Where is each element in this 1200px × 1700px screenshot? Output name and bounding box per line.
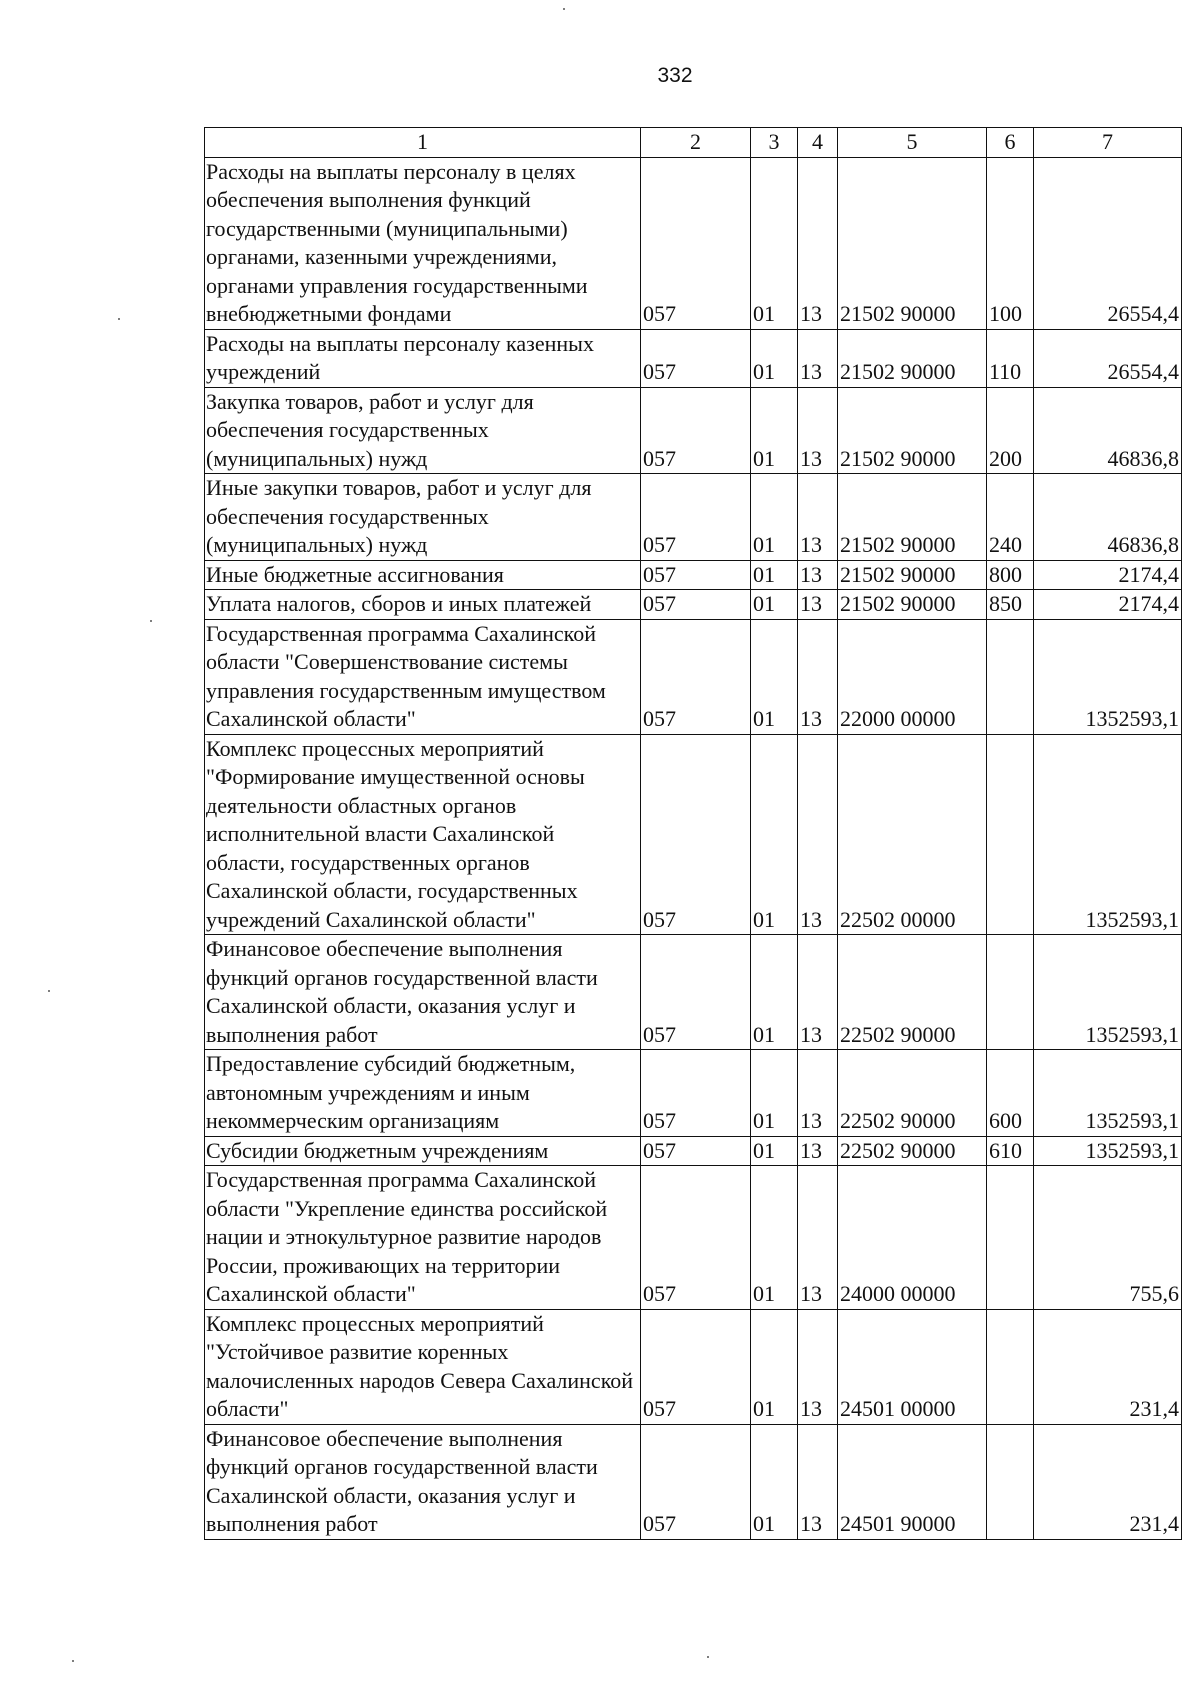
cell-expense-type: 240 <box>987 474 1034 561</box>
cell-expense-type: 200 <box>987 387 1034 474</box>
cell-description: Расходы на выплаты персоналу казенных учреждений <box>205 329 641 387</box>
cell-section: 01 <box>751 1309 798 1424</box>
cell-expense-type: 610 <box>987 1136 1034 1166</box>
cell-subsection: 13 <box>798 560 838 590</box>
cell-amount: 26554,4 <box>1034 329 1182 387</box>
cell-admin-code: 057 <box>641 935 751 1050</box>
cell-admin-code: 057 <box>641 1166 751 1310</box>
table-body <box>205 157 1182 1539</box>
cell-description: Субсидии бюджетным учреждениям <box>205 1136 641 1166</box>
scan-speck <box>150 620 152 622</box>
cell-admin-code: 057 <box>641 619 751 734</box>
table-row <box>205 329 1182 387</box>
cell-amount: 2174,4 <box>1034 560 1182 590</box>
cell-section: 01 <box>751 1424 798 1539</box>
table-row <box>205 734 1182 935</box>
cell-subsection: 13 <box>798 590 838 620</box>
cell-expense-type <box>987 1424 1034 1539</box>
cell-amount: 46836,8 <box>1034 387 1182 474</box>
cell-amount: 1352593,1 <box>1034 935 1182 1050</box>
cell-section: 01 <box>751 329 798 387</box>
table-row <box>205 1136 1182 1166</box>
table-row <box>205 1050 1182 1137</box>
cell-admin-code: 057 <box>641 387 751 474</box>
cell-admin-code: 057 <box>641 734 751 935</box>
table-row <box>205 590 1182 620</box>
cell-section: 01 <box>751 387 798 474</box>
cell-expense-type <box>987 935 1034 1050</box>
cell-target-article: 24501 90000 <box>838 1424 987 1539</box>
cell-description: Комплекс процессных мероприятий "Формирование имущественной основы деятельности областных органов исполнительной власти Сахалинской области, государственных органов Сахалинской области, государственных учреждений Сахалинской области" <box>205 734 641 935</box>
cell-target-article: 21502 90000 <box>838 329 987 387</box>
scan-speck <box>707 1656 709 1658</box>
table-row <box>205 1166 1182 1310</box>
cell-target-article: 21502 90000 <box>838 590 987 620</box>
cell-description: Закупка товаров, работ и услуг для обеспечения государственных (муниципальных) нужд <box>205 387 641 474</box>
budget-table <box>204 127 1182 1540</box>
cell-amount: 1352593,1 <box>1034 619 1182 734</box>
cell-admin-code: 057 <box>641 1136 751 1166</box>
cell-target-article: 22502 90000 <box>838 935 987 1050</box>
cell-expense-type: 100 <box>987 157 1034 329</box>
cell-admin-code: 057 <box>641 157 751 329</box>
table-row <box>205 157 1182 329</box>
header-col-3: 3 <box>751 128 798 158</box>
table-row <box>205 560 1182 590</box>
cell-description: Иные закупки товаров, работ и услуг для обеспечения государственных (муниципальных) нужд <box>205 474 641 561</box>
header-col-7: 7 <box>1034 128 1182 158</box>
cell-subsection: 13 <box>798 935 838 1050</box>
header-col-6: 6 <box>987 128 1034 158</box>
cell-target-article: 21502 90000 <box>838 560 987 590</box>
cell-subsection: 13 <box>798 387 838 474</box>
cell-admin-code: 057 <box>641 1309 751 1424</box>
cell-expense-type <box>987 734 1034 935</box>
cell-admin-code: 057 <box>641 590 751 620</box>
cell-subsection: 13 <box>798 1166 838 1310</box>
table-row <box>205 1424 1182 1539</box>
cell-description: Комплекс процессных мероприятий "Устойчивое развитие коренных малочисленных народов Севера Сахалинской области" <box>205 1309 641 1424</box>
cell-target-article: 24000 00000 <box>838 1166 987 1310</box>
cell-description: Иные бюджетные ассигнования <box>205 560 641 590</box>
cell-section: 01 <box>751 474 798 561</box>
cell-amount: 46836,8 <box>1034 474 1182 561</box>
cell-target-article: 22502 90000 <box>838 1050 987 1137</box>
cell-description: Предоставление субсидий бюджетным, автономным учреждениям и иным некоммерческим организациям <box>205 1050 641 1137</box>
cell-section: 01 <box>751 935 798 1050</box>
cell-admin-code: 057 <box>641 560 751 590</box>
cell-target-article: 22502 90000 <box>838 1136 987 1166</box>
table-row <box>205 935 1182 1050</box>
cell-target-article: 21502 90000 <box>838 474 987 561</box>
cell-section: 01 <box>751 619 798 734</box>
cell-amount: 231,4 <box>1034 1424 1182 1539</box>
cell-section: 01 <box>751 734 798 935</box>
cell-amount: 1352593,1 <box>1034 734 1182 935</box>
cell-section: 01 <box>751 1166 798 1310</box>
cell-subsection: 13 <box>798 1050 838 1137</box>
cell-amount: 26554,4 <box>1034 157 1182 329</box>
scan-speck <box>118 318 120 320</box>
scan-speck <box>48 990 50 992</box>
cell-subsection: 13 <box>798 157 838 329</box>
cell-target-article: 22502 00000 <box>838 734 987 935</box>
header-col-2: 2 <box>641 128 751 158</box>
cell-expense-type: 800 <box>987 560 1034 590</box>
cell-admin-code: 057 <box>641 329 751 387</box>
cell-amount: 2174,4 <box>1034 590 1182 620</box>
cell-subsection: 13 <box>798 734 838 935</box>
cell-target-article: 22000 00000 <box>838 619 987 734</box>
cell-admin-code: 057 <box>641 1424 751 1539</box>
cell-section: 01 <box>751 590 798 620</box>
cell-description: Финансовое обеспечение выполнения функций органов государственной власти Сахалинской области, оказания услуг и выполнения работ <box>205 935 641 1050</box>
cell-expense-type <box>987 1166 1034 1310</box>
cell-target-article: 21502 90000 <box>838 157 987 329</box>
table-row <box>205 474 1182 561</box>
cell-admin-code: 057 <box>641 1050 751 1137</box>
table-row <box>205 619 1182 734</box>
cell-subsection: 13 <box>798 329 838 387</box>
header-col-1: 1 <box>205 128 641 158</box>
cell-target-article: 24501 00000 <box>838 1309 987 1424</box>
header-row <box>205 128 1182 158</box>
cell-section: 01 <box>751 1136 798 1166</box>
cell-expense-type: 600 <box>987 1050 1034 1137</box>
cell-subsection: 13 <box>798 474 838 561</box>
cell-expense-type <box>987 1309 1034 1424</box>
cell-section: 01 <box>751 157 798 329</box>
cell-amount: 1352593,1 <box>1034 1136 1182 1166</box>
table-row <box>205 1309 1182 1424</box>
cell-amount: 1352593,1 <box>1034 1050 1182 1137</box>
cell-subsection: 13 <box>798 619 838 734</box>
cell-target-article: 21502 90000 <box>838 387 987 474</box>
cell-description: Государственная программа Сахалинской области "Укрепление единства российской нации и этнокультурное развитие народов России, проживающих на территории Сахалинской области" <box>205 1166 641 1310</box>
cell-description: Расходы на выплаты персоналу в целях обеспечения выполнения функций государственными (муниципальными) органами, казенными учреждениями, органами управления государственными внебюджетными фондами <box>205 157 641 329</box>
cell-subsection: 13 <box>798 1309 838 1424</box>
cell-admin-code: 057 <box>641 474 751 561</box>
cell-description: Уплата налогов, сборов и иных платежей <box>205 590 641 620</box>
cell-subsection: 13 <box>798 1424 838 1539</box>
cell-subsection: 13 <box>798 1136 838 1166</box>
cell-expense-type <box>987 619 1034 734</box>
page-number: 332 <box>657 64 693 87</box>
header-col-5: 5 <box>838 128 987 158</box>
cell-section: 01 <box>751 1050 798 1137</box>
cell-section: 01 <box>751 560 798 590</box>
cell-expense-type: 850 <box>987 590 1034 620</box>
table-row <box>205 387 1182 474</box>
cell-description: Финансовое обеспечение выполнения функций органов государственной власти Сахалинской области, оказания услуг и выполнения работ <box>205 1424 641 1539</box>
cell-expense-type: 110 <box>987 329 1034 387</box>
cell-amount: 755,6 <box>1034 1166 1182 1310</box>
scan-speck <box>563 8 565 10</box>
cell-description: Государственная программа Сахалинской области "Совершенствование системы управления государственным имуществом Сахалинской области" <box>205 619 641 734</box>
header-col-4: 4 <box>798 128 838 158</box>
cell-amount: 231,4 <box>1034 1309 1182 1424</box>
scan-speck <box>72 1660 74 1662</box>
